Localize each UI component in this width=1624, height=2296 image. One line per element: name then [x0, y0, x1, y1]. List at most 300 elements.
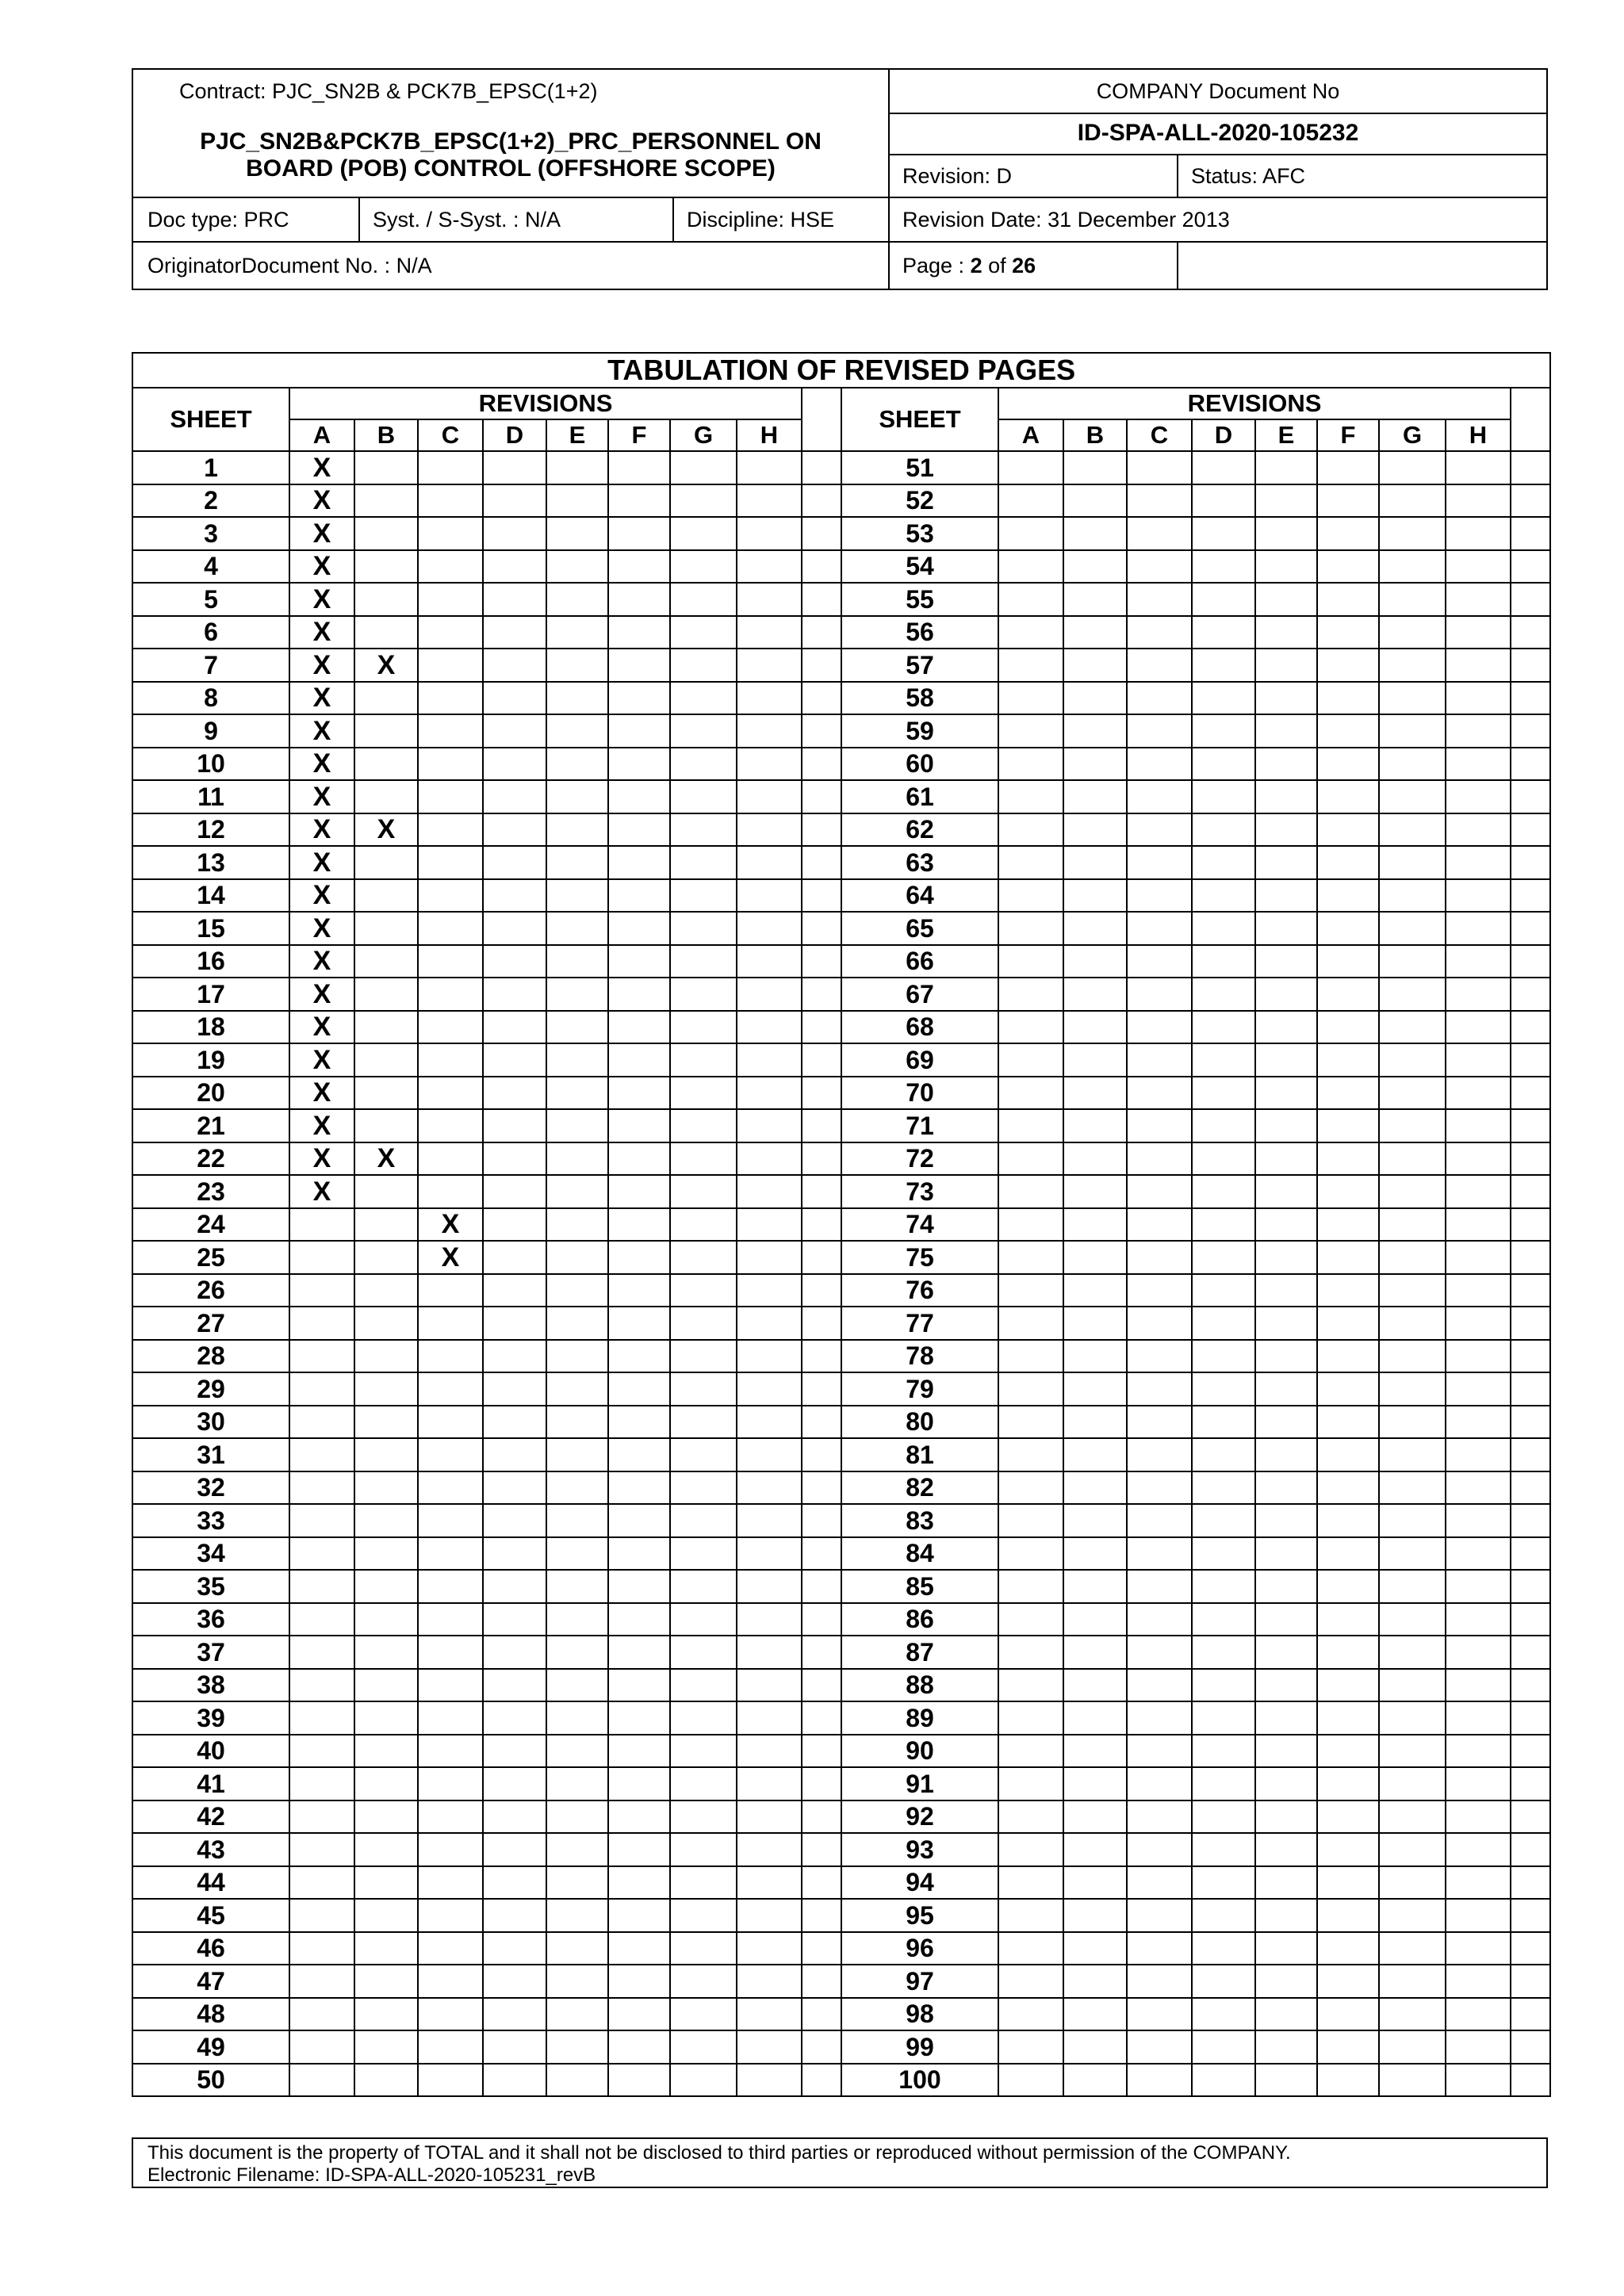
- revision-cell: [289, 1767, 354, 1800]
- revision-cell: [418, 1142, 483, 1176]
- revision-cell: [1127, 1636, 1192, 1669]
- spacer-cell: [802, 1767, 841, 1800]
- table-row: [132, 517, 1550, 550]
- spacer-cell: [1511, 1011, 1550, 1044]
- revision-cell: [1127, 1866, 1192, 1900]
- revision-cell: [1379, 2030, 1446, 2064]
- table-row: [132, 1998, 1550, 2031]
- revision-cell: [670, 1767, 737, 1800]
- sheet-number: 73: [841, 1175, 998, 1208]
- revision-cell: [998, 1603, 1063, 1636]
- spacer-cell: [802, 1471, 841, 1505]
- sheet-number: 60: [841, 748, 998, 781]
- table-row: [132, 1866, 1550, 1900]
- revision-cell: [737, 1471, 802, 1505]
- revision-cell: [1063, 1735, 1127, 1768]
- revision-cell: [1063, 1340, 1127, 1373]
- revision-cell: [1317, 1241, 1379, 1274]
- rev-letter-header: F: [608, 419, 670, 451]
- revision-cell: [418, 616, 483, 649]
- revision-cell: [1379, 550, 1446, 584]
- revision-cell: [1192, 1603, 1255, 1636]
- revision-cell: [737, 1043, 802, 1077]
- revision-mark: X: [289, 517, 354, 550]
- revision-cell: [670, 1965, 737, 1998]
- revision-cell: [418, 1669, 483, 1702]
- revision-cell: [1255, 1241, 1317, 1274]
- sheet-number: 50: [132, 2064, 289, 2097]
- table-row: [132, 1109, 1550, 1142]
- table-row: [132, 1340, 1550, 1373]
- sheet-number: 31: [132, 1438, 289, 1471]
- revision-cell: [483, 1471, 546, 1505]
- revision-cell: [1192, 484, 1255, 518]
- revision-cell: [289, 1241, 354, 1274]
- revision-cell: [418, 945, 483, 978]
- revision-cell: [1255, 1932, 1317, 1965]
- revision-cell: [1063, 1142, 1127, 1176]
- revision-cell: [483, 1077, 546, 1110]
- revision-cell: [546, 846, 608, 879]
- revision-cell: [418, 517, 483, 550]
- revision-cell: [1127, 484, 1192, 518]
- revision-cell: [1379, 813, 1446, 847]
- revision-cell: [418, 1406, 483, 1439]
- revision-cell: [546, 945, 608, 978]
- revision-mark: X: [289, 978, 354, 1011]
- revision-cell: [1317, 649, 1379, 682]
- revision-cell: [1317, 1372, 1379, 1406]
- revision-mark: X: [289, 846, 354, 879]
- table-row: [132, 1011, 1550, 1044]
- table-row: [132, 978, 1550, 1011]
- revision-cell: [670, 1109, 737, 1142]
- revision-cell: [418, 912, 483, 945]
- revision-cell: [998, 1537, 1063, 1571]
- revision-cell: [737, 1307, 802, 1340]
- sheet-number: 64: [841, 879, 998, 913]
- revision-cell: [1192, 879, 1255, 913]
- sheet-number: 96: [841, 1932, 998, 1965]
- revision-cell: [1063, 649, 1127, 682]
- rev-letter-header: B: [1063, 419, 1127, 451]
- revision-cell: [483, 649, 546, 682]
- revision-cell: [546, 1833, 608, 1866]
- revision-cell: [1127, 1274, 1192, 1307]
- sheet-header-left: SHEET: [132, 388, 289, 451]
- revision-cell: [546, 879, 608, 913]
- revision-cell: [546, 1504, 608, 1537]
- revision-cell: [1446, 649, 1511, 682]
- spacer-cell: [1511, 484, 1550, 518]
- revision-cell: [354, 1274, 418, 1307]
- revision-cell: [1317, 583, 1379, 616]
- revision-mark: X: [289, 484, 354, 518]
- revision-cell: [483, 616, 546, 649]
- sheet-number: 97: [841, 1965, 998, 1998]
- revision-cell: [608, 1011, 670, 1044]
- revision-cell: [546, 1438, 608, 1471]
- revision-cell: [1192, 1504, 1255, 1537]
- revision-cell: [546, 1372, 608, 1406]
- revision-cell: [737, 1603, 802, 1636]
- revision-cell: [1255, 1406, 1317, 1439]
- revision-cell: [1317, 2064, 1379, 2097]
- revision-cell: [483, 1833, 546, 1866]
- revision-cell: [998, 583, 1063, 616]
- table-row: [132, 813, 1550, 847]
- spacer-header-left: [802, 388, 841, 451]
- revision-cell: [1063, 583, 1127, 616]
- revision-cell: [998, 1011, 1063, 1044]
- revision-cell: [1446, 1570, 1511, 1603]
- revision-cell: [483, 517, 546, 550]
- revision-cell: [1063, 682, 1127, 715]
- revision-cell: [546, 451, 608, 484]
- revision-cell: [608, 1307, 670, 1340]
- revision-cell: [1127, 748, 1192, 781]
- sheet-number: 5: [132, 583, 289, 616]
- table-row: [132, 1307, 1550, 1340]
- revision-cell: [483, 1603, 546, 1636]
- revision-cell: [608, 1965, 670, 1998]
- revision-cell: [354, 1438, 418, 1471]
- revision-cell: [1446, 550, 1511, 584]
- revision-cell: [1255, 451, 1317, 484]
- revision-cell: [1127, 1767, 1192, 1800]
- revision-cell: [546, 1669, 608, 1702]
- revision-cell: [1063, 1833, 1127, 1866]
- revision-cell: [483, 1274, 546, 1307]
- revision-cell: [670, 1833, 737, 1866]
- spacer-cell: [1511, 1274, 1550, 1307]
- revision-cell: [546, 682, 608, 715]
- revision-cell: [1379, 714, 1446, 748]
- revision-cell: [1446, 1636, 1511, 1669]
- revision-cell: [1063, 1043, 1127, 1077]
- revision-cell: [608, 780, 670, 813]
- rev-letter-header: G: [1379, 419, 1446, 451]
- originator-doc-label: OriginatorDocument No. : N/A: [147, 253, 432, 277]
- revision-cell: [418, 780, 483, 813]
- revision-cell: [1255, 714, 1317, 748]
- revision-cell: [608, 978, 670, 1011]
- rev-letter-header: E: [546, 419, 608, 451]
- revision-cell: [1317, 748, 1379, 781]
- spacer-cell: [802, 1932, 841, 1965]
- revision-cell: [354, 1372, 418, 1406]
- spacer-cell: [802, 1340, 841, 1373]
- revision-cell: [1255, 649, 1317, 682]
- sheet-number: 15: [132, 912, 289, 945]
- revision-mark: X: [289, 682, 354, 715]
- revision-mark: X: [289, 813, 354, 847]
- revision-cell: [1446, 1833, 1511, 1866]
- revision-cell: [998, 616, 1063, 649]
- revision-cell: [1063, 1636, 1127, 1669]
- revision-cell: [418, 1340, 483, 1373]
- revision-cell: [1317, 682, 1379, 715]
- revision-cell: [608, 813, 670, 847]
- revision-cell: [546, 1241, 608, 1274]
- revision-cell: [608, 682, 670, 715]
- revision-cell: [737, 1965, 802, 1998]
- document-title: [133, 114, 888, 197]
- revision-cell: [1379, 1011, 1446, 1044]
- revision-cell: [354, 2064, 418, 2097]
- revision-cell: [670, 484, 737, 518]
- revision-cell: [1063, 1800, 1127, 1834]
- revision-cell: [483, 1899, 546, 1932]
- revision-cell: [354, 1011, 418, 1044]
- revision-cell: [1192, 978, 1255, 1011]
- revision-cell: [1446, 1603, 1511, 1636]
- revision-cell: [1127, 1011, 1192, 1044]
- revision-cell: [1379, 1701, 1446, 1735]
- spacer-cell: [1511, 1603, 1550, 1636]
- revision-cell: [998, 912, 1063, 945]
- revision-cell: [1127, 1800, 1192, 1834]
- revision-cell: [418, 583, 483, 616]
- revision-cell: [670, 1504, 737, 1537]
- revision-cell: [546, 1109, 608, 1142]
- spacer-cell: [1511, 1372, 1550, 1406]
- revision-cell: [418, 1274, 483, 1307]
- revision-cell: [1063, 1109, 1127, 1142]
- sheet-number: 51: [841, 451, 998, 484]
- revision-cell: [998, 846, 1063, 879]
- revision-cell: [1317, 1965, 1379, 1998]
- sheet-number: 7: [132, 649, 289, 682]
- revision-cell: [1127, 1504, 1192, 1537]
- revision-cell: [1127, 451, 1192, 484]
- revision-cell: [483, 1570, 546, 1603]
- revision-cell: [354, 714, 418, 748]
- revision-cell: [1127, 879, 1192, 913]
- revision-cell: [608, 1340, 670, 1373]
- revision-cell: [483, 1043, 546, 1077]
- revision-cell: [1063, 451, 1127, 484]
- revision-cell: [1192, 846, 1255, 879]
- revision-cell: [1255, 780, 1317, 813]
- spacer-cell: [802, 1438, 841, 1471]
- revision-cell: [998, 1406, 1063, 1439]
- revision-cell: [1127, 550, 1192, 584]
- revision-cell: [354, 1669, 418, 1702]
- revision-cell: [1317, 1109, 1379, 1142]
- table-row: [132, 1241, 1550, 1274]
- revision-cell: [1063, 484, 1127, 518]
- revision-cell: [1379, 1866, 1446, 1900]
- revision-cell: [354, 846, 418, 879]
- table-row: [132, 912, 1550, 945]
- revision-cell: [418, 1537, 483, 1571]
- revision-cell: [546, 1603, 608, 1636]
- revision-cell: [998, 813, 1063, 847]
- sheet-number: 30: [132, 1406, 289, 1439]
- revision-cell: [608, 1175, 670, 1208]
- spacer-cell: [1511, 517, 1550, 550]
- revision-cell: [1127, 1471, 1192, 1505]
- revision-cell: [608, 1241, 670, 1274]
- revision-cell: [608, 1866, 670, 1900]
- revision-cell: [289, 1406, 354, 1439]
- revision-cell: [1192, 1471, 1255, 1505]
- revision-cell: [1446, 1767, 1511, 1800]
- revision-cell: [1255, 2030, 1317, 2064]
- revision-cell: [289, 1537, 354, 1571]
- revision-cell: [1192, 550, 1255, 584]
- sheet-number: 10: [132, 748, 289, 781]
- sheet-number: 91: [841, 1767, 998, 1800]
- revised-pages-table: [132, 352, 1551, 2097]
- spacer-cell: [1511, 451, 1550, 484]
- revision-cell: [1255, 616, 1317, 649]
- revision-cell: [1192, 1866, 1255, 1900]
- revision-cell: [670, 1142, 737, 1176]
- revision-cell: [1379, 1899, 1446, 1932]
- spacer-cell: [802, 550, 841, 584]
- sheet-number: 4: [132, 550, 289, 584]
- sheet-number: 66: [841, 945, 998, 978]
- revision-cell: [418, 1701, 483, 1735]
- revision-cell: [1192, 1899, 1255, 1932]
- revision-cell: [1446, 1932, 1511, 1965]
- spacer-cell: [802, 1636, 841, 1669]
- revision-cell: [1317, 1175, 1379, 1208]
- table-row: [132, 1767, 1550, 1800]
- revision-cell: [737, 1011, 802, 1044]
- revision-cell: [608, 1636, 670, 1669]
- revision-cell: [608, 714, 670, 748]
- revision-cell: [670, 1307, 737, 1340]
- revision-cell: [737, 1570, 802, 1603]
- table-row: [132, 1077, 1550, 1110]
- revision-cell: [418, 1011, 483, 1044]
- revision-cell: [1255, 748, 1317, 781]
- revision-cell: [418, 1307, 483, 1340]
- revision-cell: [354, 1175, 418, 1208]
- revision-cell: [1446, 1800, 1511, 1834]
- revision-cell: [546, 978, 608, 1011]
- revision-cell: [1379, 945, 1446, 978]
- sheet-number: 9: [132, 714, 289, 748]
- revision-cell: [1379, 1998, 1446, 2031]
- spacer-cell: [802, 1735, 841, 1768]
- revision-cell: [737, 1833, 802, 1866]
- spacer-cell: [802, 1307, 841, 1340]
- revision-cell: [670, 1011, 737, 1044]
- revision-cell: [1192, 1701, 1255, 1735]
- revision-cell: [608, 879, 670, 913]
- revision-cell: [483, 714, 546, 748]
- revision-cell: [418, 550, 483, 584]
- revision-cell: [1317, 1636, 1379, 1669]
- revision-cell: [483, 583, 546, 616]
- revision-cell: [1317, 1340, 1379, 1373]
- revision-cell: [546, 583, 608, 616]
- revision-cell: [1192, 1438, 1255, 1471]
- revision-cell: [546, 1340, 608, 1373]
- revision-cell: [418, 1932, 483, 1965]
- revision-cell: [1127, 813, 1192, 847]
- sheet-number: 100: [841, 2064, 998, 2097]
- sheet-number: 82: [841, 1471, 998, 1505]
- revision-cell: [608, 2030, 670, 2064]
- revision-cell: [1379, 1636, 1446, 1669]
- syst-label: Syst. / S-Syst. : N/A: [373, 207, 561, 232]
- revision-cell: [1317, 1866, 1379, 1900]
- revision-cell: [418, 1735, 483, 1768]
- spacer-cell: [1511, 1537, 1550, 1571]
- revision-cell: [483, 1011, 546, 1044]
- revision-cell: [1446, 1241, 1511, 1274]
- revision-cell: [998, 1932, 1063, 1965]
- revision-cell: [1446, 583, 1511, 616]
- revision-cell: [354, 517, 418, 550]
- sheet-number: 41: [132, 1767, 289, 1800]
- revision-cell: [1317, 1307, 1379, 1340]
- revision-cell: [1317, 1932, 1379, 1965]
- revision-cell: [289, 1669, 354, 1702]
- sheet-number: 84: [841, 1537, 998, 1571]
- sheet-number: 22: [132, 1142, 289, 1176]
- revision-cell: [483, 2030, 546, 2064]
- revision-cell: [608, 1274, 670, 1307]
- rev-letter-header: H: [1446, 419, 1511, 451]
- revision-cell: [1446, 1077, 1511, 1110]
- revision-cell: [483, 1701, 546, 1735]
- revision-cell: [418, 1636, 483, 1669]
- revision-cell: [418, 1899, 483, 1932]
- revision-cell: [354, 912, 418, 945]
- spacer-cell: [802, 879, 841, 913]
- revision-cell: [1192, 1372, 1255, 1406]
- revision-cell: [418, 649, 483, 682]
- revision-cell: [670, 978, 737, 1011]
- revision-cell: [608, 1406, 670, 1439]
- revision-cell: [1127, 846, 1192, 879]
- revision-cell: [737, 484, 802, 518]
- spacer-cell: [802, 1109, 841, 1142]
- revision-cell: [289, 1471, 354, 1505]
- revision-cell: [546, 1767, 608, 1800]
- revision-cell: [1255, 1077, 1317, 1110]
- revision-cell: [354, 1241, 418, 1274]
- revision-cell: [670, 1603, 737, 1636]
- revision-cell: [1379, 1208, 1446, 1242]
- sheet-number: 23: [132, 1175, 289, 1208]
- table-row: [132, 1504, 1550, 1537]
- revision-cell: [737, 1701, 802, 1735]
- revision-cell: [1317, 714, 1379, 748]
- revision-cell: [737, 1372, 802, 1406]
- revision-cell: [546, 1932, 608, 1965]
- revision-cell: [1379, 1340, 1446, 1373]
- spacer-cell: [802, 1504, 841, 1537]
- revision-cell: [483, 1406, 546, 1439]
- revision-cell: [1379, 1471, 1446, 1505]
- spacer-cell: [802, 813, 841, 847]
- revision-mark: X: [289, 748, 354, 781]
- revision-cell: [1446, 978, 1511, 1011]
- revision-cell: [1063, 616, 1127, 649]
- revision-cell: [1446, 1735, 1511, 1768]
- revision-cell: [354, 1735, 418, 1768]
- revision-mark: X: [289, 879, 354, 913]
- revision-cell: [1379, 1603, 1446, 1636]
- revision-cell: [1192, 1175, 1255, 1208]
